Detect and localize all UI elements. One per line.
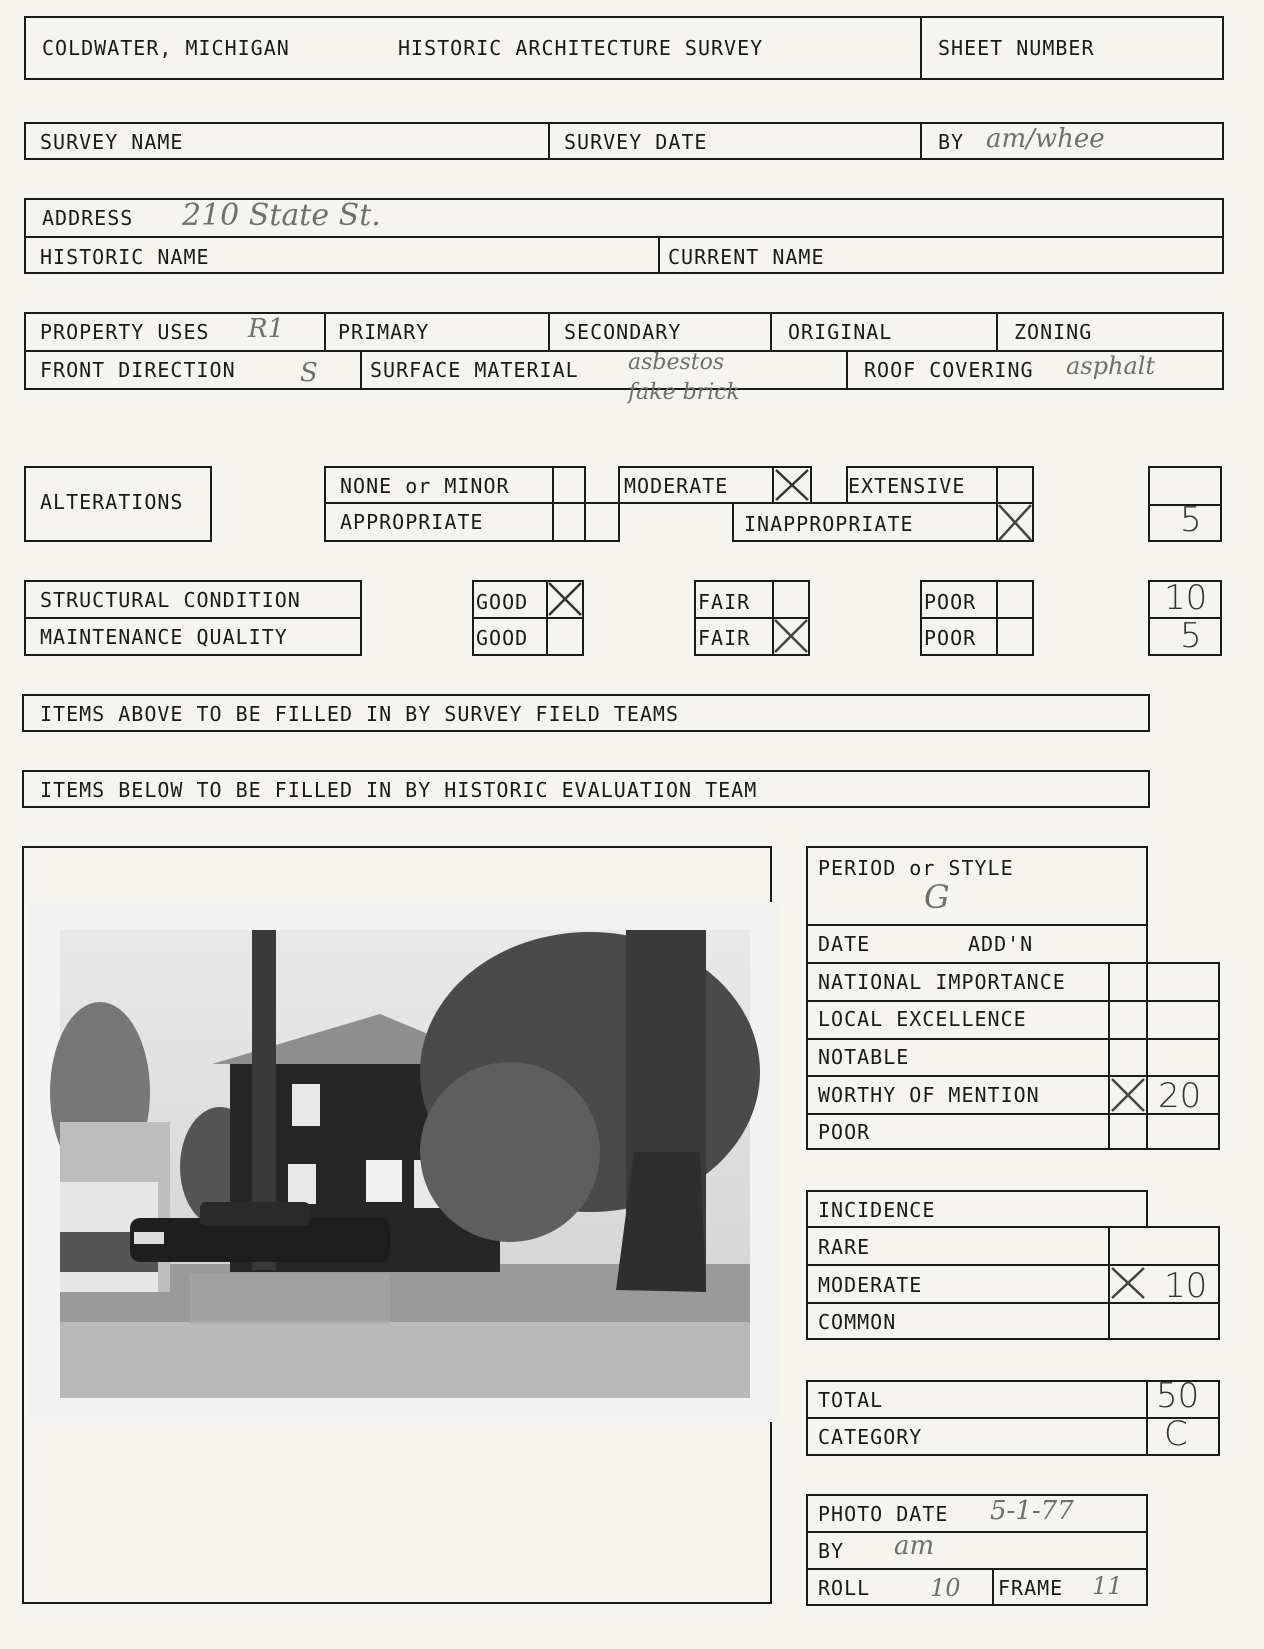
secondary-label: SECONDARY bbox=[564, 320, 682, 344]
incidence-moderate-label: MODERATE bbox=[818, 1273, 923, 1297]
frame-label: FRAME bbox=[998, 1576, 1064, 1600]
alt-left-vline bbox=[552, 466, 554, 542]
roof-covering-label: ROOF COVERING bbox=[864, 358, 1034, 382]
poor-vline bbox=[996, 580, 998, 656]
property-uses-value: R1 bbox=[248, 314, 285, 344]
zoning-label: ZONING bbox=[1014, 320, 1093, 344]
property-uses-label: PROPERTY USES bbox=[40, 320, 210, 344]
survey-divider-1 bbox=[548, 122, 550, 160]
rare-label: RARE bbox=[818, 1235, 871, 1259]
surface-material-value-1: asbestos bbox=[628, 350, 725, 375]
property-div-4 bbox=[996, 312, 998, 350]
inappropriate-check-mark bbox=[996, 502, 1034, 542]
property-div-5 bbox=[360, 350, 362, 390]
note-above: ITEMS ABOVE TO BE FILLED IN BY SURVEY FIELD TEAMS bbox=[40, 702, 680, 726]
front-direction-label: FRONT DIRECTION bbox=[40, 358, 236, 382]
total-value: 50 bbox=[1156, 1376, 1200, 1416]
structural-good-label: GOOD bbox=[476, 590, 529, 614]
category-value: C bbox=[1164, 1414, 1188, 1454]
photo-vline bbox=[992, 1568, 994, 1606]
local-excellence-label: LOCAL EXCELLENCE bbox=[818, 1007, 1027, 1031]
incidence-moderate-check-mark bbox=[1108, 1264, 1148, 1302]
eval-hline-1 bbox=[806, 1000, 1220, 1002]
structural-fair-label: FAIR bbox=[698, 590, 751, 614]
maintenance-fair-check-mark bbox=[772, 617, 810, 655]
primary-label: PRIMARY bbox=[338, 320, 430, 344]
evaluation-poor-label: POOR bbox=[818, 1120, 871, 1144]
incidence-moderate-score: 10 bbox=[1164, 1266, 1208, 1306]
sheet-number-label: SHEET NUMBER bbox=[938, 36, 1095, 60]
totals-vline bbox=[1146, 1380, 1148, 1456]
roof-covering-value: asphalt bbox=[1066, 352, 1156, 380]
structural-score: 10 bbox=[1164, 578, 1208, 618]
survey-date-label: SURVEY DATE bbox=[564, 130, 708, 154]
property-div-1 bbox=[324, 312, 326, 350]
address-value: 210 State St. bbox=[182, 198, 381, 233]
photo-by-label: BY bbox=[818, 1539, 845, 1563]
common-label: COMMON bbox=[818, 1310, 897, 1334]
worthy-of-mention-label: WORTHY OF MENTION bbox=[818, 1083, 1040, 1107]
photo-by-value: am bbox=[894, 1531, 935, 1561]
extensive-vline bbox=[996, 466, 998, 504]
survey-by-label: BY bbox=[938, 130, 965, 154]
inc-hline-2 bbox=[806, 1302, 1220, 1304]
original-label: ORIGINAL bbox=[788, 320, 893, 344]
moderate-check-mark bbox=[772, 466, 812, 504]
incidence-label: INCIDENCE bbox=[818, 1198, 936, 1222]
category-label: CATEGORY bbox=[818, 1425, 923, 1449]
property-div-3 bbox=[770, 312, 772, 350]
alt-left-hline bbox=[324, 502, 586, 504]
inappropriate-label: INAPPROPRIATE bbox=[744, 512, 914, 536]
frame-value: 11 bbox=[1092, 1572, 1123, 1600]
survey-divider-2 bbox=[920, 122, 922, 160]
property-div-6 bbox=[846, 350, 848, 390]
maintenance-poor-label: POOR bbox=[924, 626, 977, 650]
house-photograph bbox=[30, 902, 778, 1422]
condition-hline bbox=[24, 617, 362, 619]
maintenance-quality-label: MAINTENANCE QUALITY bbox=[40, 625, 288, 649]
total-label: TOTAL bbox=[818, 1388, 884, 1412]
address-label: ADDRESS bbox=[42, 206, 134, 230]
surface-material-value-2: fake brick bbox=[628, 380, 740, 405]
period-style-label: PERIOD or STYLE bbox=[818, 856, 1014, 880]
moderate-label: MODERATE bbox=[624, 474, 729, 498]
survey-name-label: SURVEY NAME bbox=[40, 130, 184, 154]
property-div-2 bbox=[548, 312, 550, 350]
photo-date-value: 5-1-77 bbox=[990, 1496, 1074, 1526]
photo-date-label: PHOTO DATE bbox=[818, 1502, 949, 1526]
appropriate-label: APPROPRIATE bbox=[340, 510, 484, 534]
period-style-value: G bbox=[924, 878, 950, 916]
none-minor-label: NONE or MINOR bbox=[340, 474, 510, 498]
note-below: ITEMS BELOW TO BE FILLED IN BY HISTORIC EVALUATION TEAM bbox=[40, 778, 758, 802]
address-divider bbox=[658, 236, 660, 274]
header-city: COLDWATER, MICHIGAN bbox=[42, 36, 290, 60]
worthy-check-mark bbox=[1108, 1075, 1148, 1115]
photo-hline-2 bbox=[806, 1568, 1148, 1570]
worthy-score: 20 bbox=[1158, 1076, 1202, 1116]
front-direction-value: S bbox=[300, 358, 318, 388]
period-hline bbox=[806, 924, 1148, 926]
maintenance-fair-label: FAIR bbox=[698, 626, 751, 650]
property-hline bbox=[24, 350, 1224, 352]
structural-good-check-mark bbox=[546, 580, 584, 618]
addn-label: ADD'N bbox=[968, 932, 1034, 956]
structural-condition-label: STRUCTURAL CONDITION bbox=[40, 588, 301, 612]
header-divider bbox=[920, 16, 922, 80]
header-title: HISTORIC ARCHITECTURE SURVEY bbox=[398, 36, 764, 60]
structural-poor-label: POOR bbox=[924, 590, 977, 614]
current-name-label: CURRENT NAME bbox=[668, 245, 825, 269]
maintenance-good-label: GOOD bbox=[476, 626, 529, 650]
alterations-label: ALTERATIONS bbox=[40, 490, 184, 514]
photo-hline-1 bbox=[806, 1531, 1148, 1533]
poor-hline bbox=[920, 617, 1034, 619]
national-importance-label: NATIONAL IMPORTANCE bbox=[818, 970, 1066, 994]
surface-material-label: SURFACE MATERIAL bbox=[370, 358, 579, 382]
eval-vline bbox=[1108, 962, 1110, 1150]
survey-by-value: am/whee bbox=[986, 124, 1105, 154]
date-label: DATE bbox=[818, 932, 871, 956]
eval-hline-2 bbox=[806, 1038, 1220, 1040]
maintenance-score: 5 bbox=[1180, 616, 1202, 656]
roll-value: 10 bbox=[930, 1574, 961, 1602]
notable-label: NOTABLE bbox=[818, 1045, 910, 1069]
note-below-right bbox=[1148, 770, 1150, 808]
inc-hline-1 bbox=[806, 1264, 1220, 1266]
extensive-label: EXTENSIVE bbox=[848, 474, 966, 498]
address-hline bbox=[24, 236, 1224, 238]
appropriate-checkbox[interactable] bbox=[584, 502, 620, 542]
roll-label: ROLL bbox=[818, 1576, 871, 1600]
historic-name-label: HISTORIC NAME bbox=[40, 245, 210, 269]
totals-hline bbox=[806, 1417, 1220, 1419]
alterations-score: 5 bbox=[1180, 500, 1202, 540]
